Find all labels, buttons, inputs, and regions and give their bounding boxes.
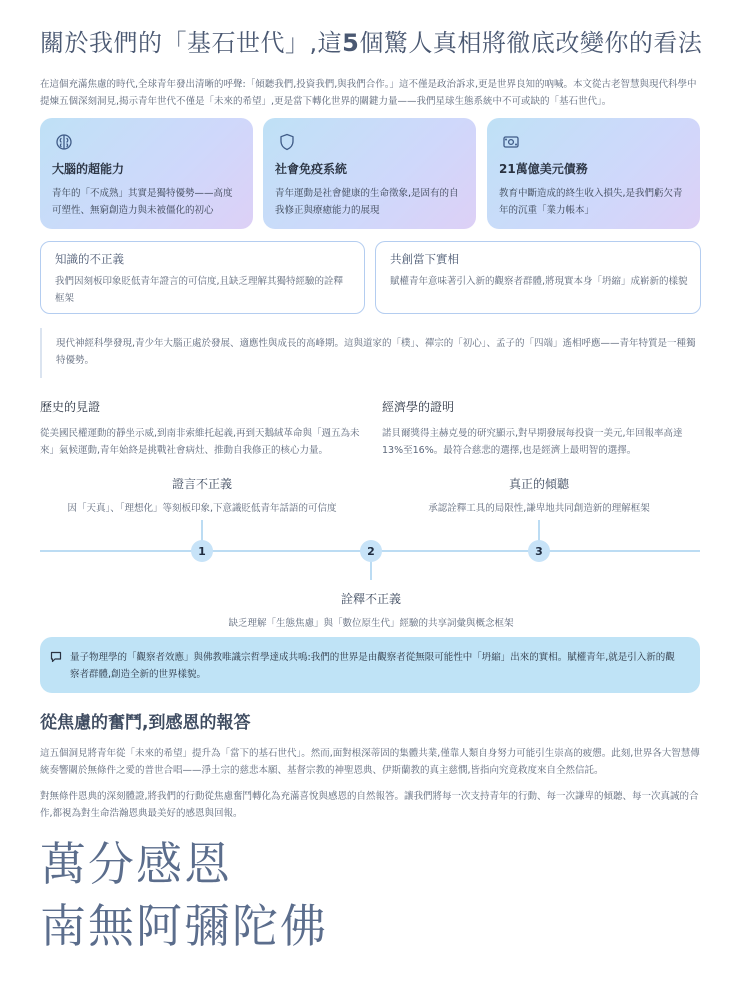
column-heading: 歷史的見證 xyxy=(40,400,101,414)
timeline-node-1: 1 xyxy=(191,540,213,562)
card-title: 大腦的超能力 xyxy=(52,162,125,176)
money-icon xyxy=(501,132,521,152)
card-title: 共創當下實相 xyxy=(390,252,459,266)
timeline-text: 承認詮釋工具的局限性,謙卑地共同創造新的理解框架 xyxy=(428,503,650,514)
shield-icon xyxy=(277,132,297,152)
section-title: 從焦慮的奮鬥,到感恩的報答 xyxy=(40,713,251,733)
timeline-node-3: 3 xyxy=(528,540,550,562)
section-paragraph-2: 對無條件恩典的深刻體證,將我們的行動從焦慮奮鬥轉化為充滿喜悅與感恩的自然報答。讓我們將每一次支持青年的行動、每一次謙卑的傾聽、每一次真誠的合作,都視為對生命浩瀚恩典最美好的感恩與回報。 xyxy=(40,791,699,819)
column-heading: 經濟學的證明 xyxy=(382,400,455,414)
card-title: 知識的不正義 xyxy=(55,252,124,266)
history-column xyxy=(40,398,360,459)
page-title xyxy=(40,26,720,60)
card-description: 青年運動是社會健康的生命徵象,是固有的自我修正與療癒能力的展現 xyxy=(275,188,459,216)
card-title: 21萬億美元債務 xyxy=(499,162,588,176)
timeline-text: 因「天真」、「理想化」等刻板印象,下意識貶低青年話語的可信度 xyxy=(67,503,337,514)
card-description: 賦權青年意味著引入新的觀察者群體,將現實本身「坍縮」成嶄新的樣貌 xyxy=(390,276,688,287)
neuroscience-quote: 現代神經科學發現,青少年大腦正處於發展、適應性與成長的高峰期。這與道家的「樸」、禪宗的「初心」、孟子的「四端」遙相呼應——青年特質是一種獨特優勢。 xyxy=(40,328,704,378)
closing-line-1: 萬分感恩 xyxy=(40,837,232,891)
timeline-step-2-label xyxy=(191,590,551,629)
outline-card-co-create xyxy=(375,241,701,314)
timeline-heading: 證言不正義 xyxy=(171,477,232,491)
timeline-heading: 詮釋不正義 xyxy=(340,592,401,606)
card-description: 教育中斷造成的終生收入損失,是我們虧欠青年的沉重「業力帳本」 xyxy=(499,188,683,216)
card-title: 社會免疫系統 xyxy=(275,162,348,176)
column-text: 從美國民權運動的靜坐示威,到南非索維托起義,再到天鵝絨革命與「週五為未來」氣候運動,青年始終是挑戰社會病灶、推動自我修正的核心力量。 xyxy=(40,428,360,456)
title-part-1: 關於我們的「基石世代」,這 xyxy=(40,29,343,57)
timeline-step-1-label xyxy=(22,475,382,514)
section-paragraph-1: 這五個洞見將青年從「未來的希望」提升為「當下的基石世代」。然而,面對根深蒂固的集體共業,僅靠人類自身努力可能引生崇高的疲憊。此刻,世界各大智慧傳統奏響關於無條件之愛的普世合唱——淨土宗的慈悲本願、基督宗教的神聖恩典、伊斯蘭教的真主慈憫,皆指向究竟救度來自全然信託。 xyxy=(40,748,700,776)
timeline-heading: 真正的傾聽 xyxy=(508,477,569,491)
timeline-text: 缺乏理解「生態焦慮」與「數位原生代」經驗的共享詞彙與概念框架 xyxy=(228,618,514,629)
column-text: 諾貝爾獎得主赫克曼的研究顯示,對早期發展每投資一美元,年回報率高達13%至16%。最符合慈悲的選擇,也是經濟上最明智的選擇。 xyxy=(382,428,683,456)
observer-effect-callout xyxy=(40,637,700,693)
brain-icon xyxy=(54,132,74,152)
intro-paragraph: 在這個充滿焦慮的時代,全球青年發出清晰的呼聲:「傾聽我們,投資我們,與我們合作。」這不僅是政治訴求,更是世界良知的吶喊。本文從古老智慧與現代科學中提煉五個深刻洞見,揭示青年世代不僅是「未來的希望」,更是當下轉化世界的關鍵力量——我們星球生態系統中不可或缺的「基石世代」。 xyxy=(40,79,697,107)
feature-card-shield xyxy=(263,118,476,229)
feature-card-money xyxy=(487,118,700,229)
outline-card-epistemic-injustice xyxy=(40,241,365,314)
card-description: 我們因刻板印象貶低青年證言的可信度,且缺乏理解其獨特經驗的詮釋框架 xyxy=(55,276,344,304)
card-description: 青年的「不成熟」其實是獨特優勢——高度可塑性、無窮創造力與未被僵化的初心 xyxy=(52,188,233,216)
timeline-step-3-label xyxy=(359,475,719,514)
economics-column xyxy=(382,398,702,459)
title-number: 5 xyxy=(342,29,360,57)
title-part-2: 個驚人真相將徹底改變你的看法 xyxy=(359,29,703,57)
closing-line-2: 南無阿彌陀佛 xyxy=(40,899,328,953)
callout-text: 量子物理學的「觀察者效應」與佛教唯識宗哲學達成共鳴:我們的世界是由觀察者從無限可能性中「坍縮」出來的實相。賦權青年,就是引入新的觀察者群體,創造全新的世界樣貌。 xyxy=(70,652,675,680)
feature-card-brain xyxy=(40,118,253,229)
message-icon xyxy=(50,651,62,663)
timeline-node-2: 2 xyxy=(360,540,382,562)
